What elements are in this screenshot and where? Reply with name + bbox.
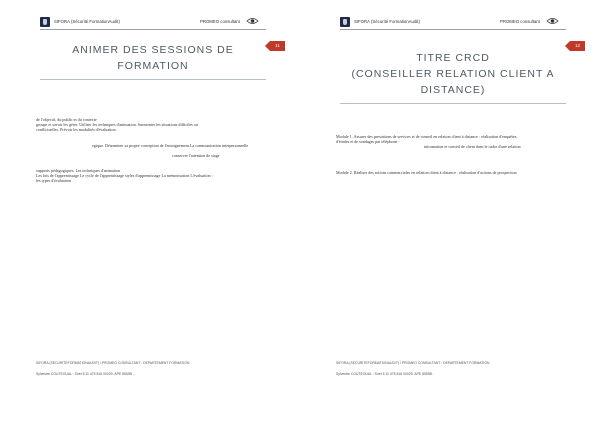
text-line: groupe et savoir les gérer. Utiliser les techniques d'animation. Surmonter les situations difficiles ou [36,122,198,127]
body-paragraph [36,117,268,132]
text-line: conflictuelles. Prévoir les modalités d'évaluation. [36,127,117,132]
title-line: ANIMER DES SESSIONS DE [72,44,234,56]
body-paragraph [336,134,568,149]
text-line: information et conseil de client dans le cadre d'une relation [424,144,521,149]
text-line: les types d'évaluation [36,178,72,183]
page-number: 12 [574,43,580,48]
title-line: TITRE CRCD [416,52,490,64]
title-divider [340,103,566,104]
body-paragraph [336,170,568,175]
text-line: conserver l'attention de stage [172,153,220,158]
page-number-tab [270,41,285,51]
title-line: FORMATION [117,60,189,72]
company-logo [340,17,350,27]
header-company: SIFORA (Sécurité FormationAudit) [354,19,420,24]
eye-logo-icon [246,16,259,26]
text-line: supports pédagogiques. Les techniques d'animation [36,168,121,173]
page-title [40,42,266,74]
footer-registration: Sylvestre COUTEOUAL : Siret 5 11 475 816 00029- APE 8559B - [336,372,435,376]
header-company: SIFORA (Sécurité FormationAudit) [54,19,120,24]
text-line: de l'objectif, du public et du contexte [36,117,97,122]
header-divider [40,29,266,30]
footer-organization: SIFORA (SECURITEFORMATIONAUDIT) / PROMEO CONSULTANT : DEPARTEMENT FORMATION [36,361,190,365]
footer-organization: SIFORA (SECURITEFORMATIONAUDIT) / PROMEO CONSULTANT : DEPARTEMENT FORMATION [336,361,490,365]
header-partner: PROMEO consultant [200,19,240,24]
title-line: (CONSEILLER RELATION CLIENT A [351,68,555,80]
page-number-tab [570,41,585,51]
header-divider [340,29,566,30]
eye-logo-icon [546,16,559,26]
footer-registration: Sylvestre COUTEOUAL : Siret 5 11 475 816 00029- APE 8559B - [36,372,135,376]
page-title [340,50,566,98]
company-logo [40,17,50,27]
text-line: Module 1. Assurer des prestations de services et de conseil en relation client à distance : réalisation d'enquêtes, [336,134,518,139]
text-line: d'études et de sondages par téléphone - [336,139,400,144]
text-line: Les lois de l'apprentissage Le cycle de l'apprentissage styles d'apprentissage La mémorisation L'évaluation : [36,173,213,178]
body-paragraph [36,168,268,183]
body-paragraph [92,143,268,158]
title-divider [40,79,266,80]
text-line: egique. Déterminer sa propre conception de l'enseignement.La communication interpersonnelle [92,143,249,148]
text-line: Module 2. Réaliser des actions commerciales en relation client à distance : réalisation d'actions de prospection [336,170,517,175]
document-page-right [300,0,600,424]
page-number: 11 [275,43,280,48]
title-line: DISTANCE) [420,84,486,96]
header-partner: PROMEO consultant [500,19,540,24]
